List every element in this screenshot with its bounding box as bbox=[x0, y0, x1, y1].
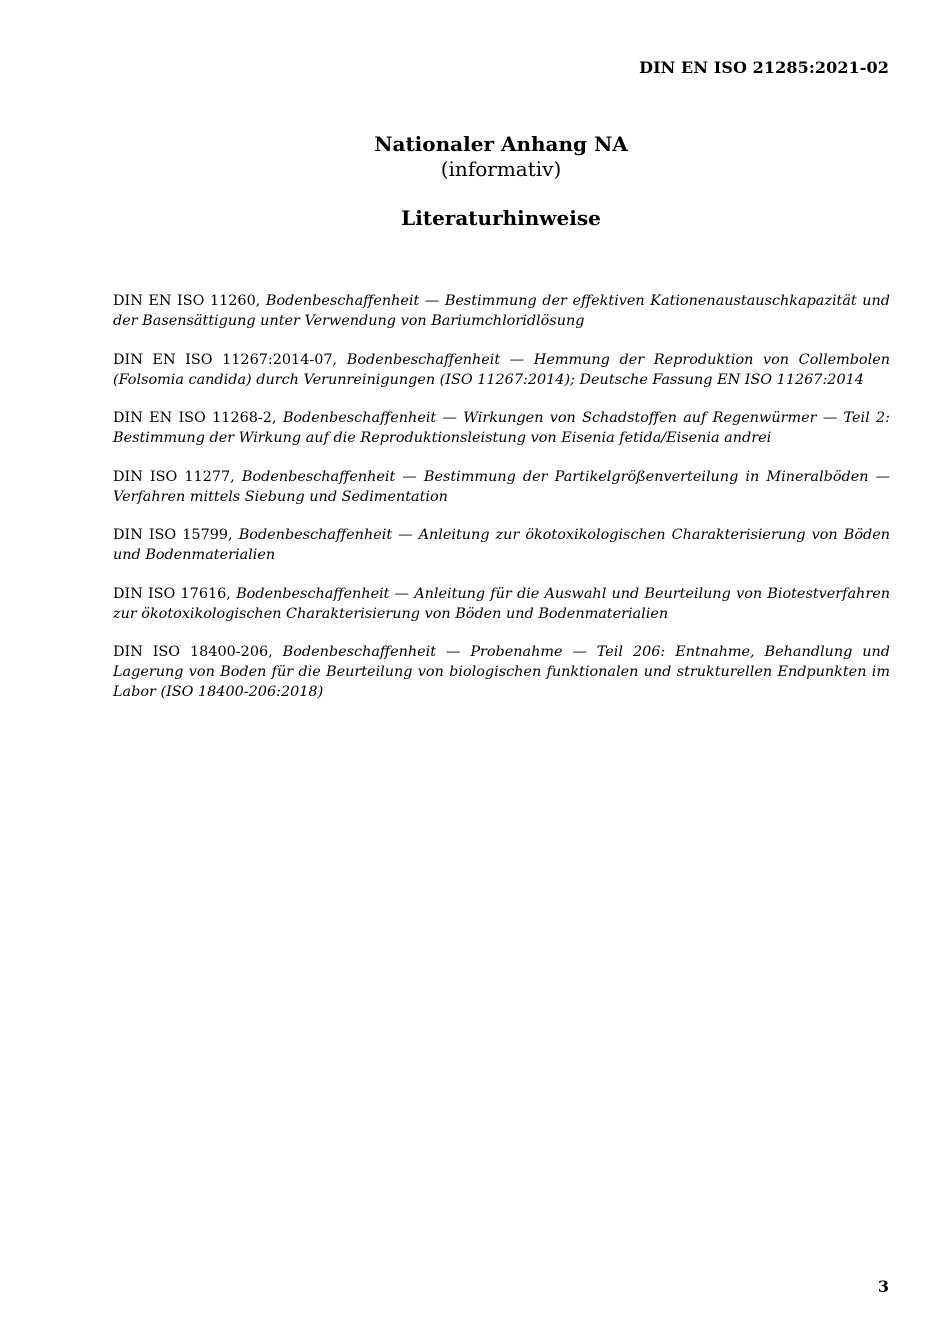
reference-title: Bodenbeschaffenheit — Anleitung zur ökotoxikologischen Charakterisierung von Böden und Bodenmaterialien bbox=[113, 527, 890, 563]
annex-subtitle: (informativ) bbox=[440, 157, 562, 181]
reference-designation: DIN EN ISO 11260, bbox=[113, 293, 261, 309]
reference-entry bbox=[113, 291, 890, 331]
document-id: DIN EN ISO 21285:2021-02 bbox=[639, 58, 889, 77]
reference-designation: DIN EN ISO 11267:2014-07, bbox=[113, 351, 338, 368]
reference-entry bbox=[113, 642, 890, 702]
reference-designation: DIN ISO 11277, bbox=[113, 468, 235, 485]
reference-title: Bodenbeschaffenheit — Wirkungen von Schadstoffen auf Regenwürmer — Teil 2: Bestimmung der Wirkung auf die Reproduktionsleistung von Eisenia fetida/Eisenia andrei bbox=[113, 410, 890, 446]
reference-entry bbox=[113, 584, 890, 624]
reference-title: Bodenbeschaffenheit — Bestimmung der Partikelgrößenverteilung in Mineralböden — Verfahren mittels Siebung und Sedimentation bbox=[113, 468, 890, 505]
reference-title: Bodenbeschaffenheit — Probenahme — Teil 206: Entnahme, Behandlung und Lagerung von Boden für die Beurteilung von biologischen funktionalen und strukturellen Endpunkten im Labor (ISO 18400-206:2018) bbox=[113, 644, 890, 700]
annex-title: Nationaler Anhang NA bbox=[374, 132, 628, 156]
reference-list bbox=[113, 291, 890, 721]
reference-title: Bodenbeschaffenheit — Bestimmung der effektiven Kationenaustauschkapazität und der Basensättigung unter Verwendung von Bariumchloridlösung bbox=[113, 293, 891, 329]
reference-entry bbox=[113, 408, 890, 448]
reference-entry bbox=[113, 350, 890, 390]
reference-designation: DIN ISO 18400-206, bbox=[113, 644, 273, 660]
reference-designation: DIN ISO 17616, bbox=[113, 585, 231, 602]
reference-designation: DIN ISO 15799, bbox=[113, 527, 233, 543]
reference-designation: DIN EN ISO 11268-2, bbox=[113, 410, 277, 426]
reference-entry bbox=[113, 525, 890, 565]
reference-title: Bodenbeschaffenheit — Anleitung für die Auswahl und Beurteilung von Biotestverfahren zur ökotoxikologischen Charakterisierung von Böden und Bodenmaterialien bbox=[113, 585, 890, 622]
section-title: Literaturhinweise bbox=[401, 206, 601, 230]
page-number: 3 bbox=[877, 1277, 889, 1296]
reference-entry bbox=[113, 467, 890, 507]
reference-title: Bodenbeschaffenheit — Hemmung der Reproduktion von Collembolen (Folsomia candida) durch Verunreinigungen (ISO 11267:2014); Deutsche Fassung EN ISO 11267:2014 bbox=[113, 351, 890, 388]
